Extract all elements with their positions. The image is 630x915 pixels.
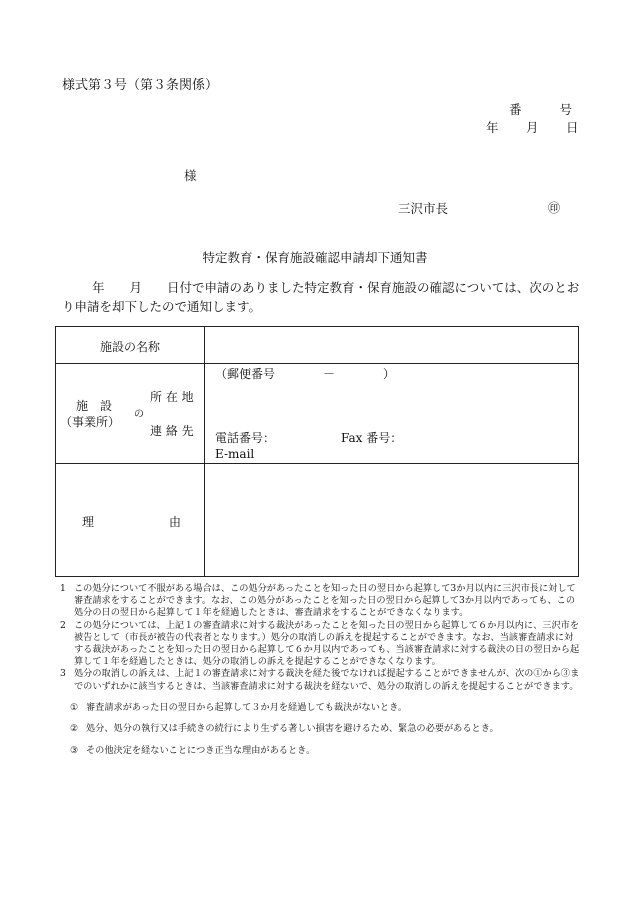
month-char: 月 bbox=[526, 120, 539, 135]
subnote-item bbox=[60, 723, 580, 735]
note-number: 3 bbox=[60, 668, 66, 680]
facility-label-2: （事業所） bbox=[60, 415, 121, 429]
number-char: 号 bbox=[559, 102, 573, 117]
subnote-text: その他決定を経ないことにつき正当な理由があるとき。 bbox=[86, 744, 316, 756]
phone-label: 電話番号： bbox=[215, 431, 276, 445]
location-label-cell bbox=[56, 364, 205, 464]
reason-value-cell bbox=[205, 464, 579, 577]
note-item bbox=[60, 620, 580, 669]
form-label: 様式第３号（第３条関係） bbox=[62, 78, 219, 93]
seal-mark: ㊞ bbox=[548, 201, 561, 215]
date-line bbox=[486, 118, 579, 136]
reason-label-2: 由 bbox=[169, 515, 182, 529]
note-text: 処分の取消しの訴えは、上記１の審査請求に対する裁決を経た後でなければ提起することができませんが、次の①から③までのいずれかに該当するときは、当該審査請求に対する裁決を経ないで、処分の取消しの訴えを提起することができます。 bbox=[74, 668, 580, 692]
email-label: E-mail bbox=[215, 447, 255, 461]
facility-label-1: 施 設 bbox=[76, 399, 113, 413]
location-value-cell bbox=[205, 364, 579, 464]
reason-label-1: 理 bbox=[82, 515, 95, 529]
document-title: 特定教育・保育施設確認申請却下通知書 bbox=[202, 250, 428, 265]
notes-section bbox=[60, 583, 580, 766]
subnote-number: ② bbox=[70, 723, 79, 735]
subnote-text: 審査請求があった日の翌日から起算して３か月を経過しても裁決がないとき。 bbox=[86, 702, 408, 714]
subnote-item bbox=[60, 745, 580, 757]
issuer-name: 三沢市長 bbox=[398, 201, 449, 216]
note-number: 1 bbox=[60, 583, 66, 594]
facility-name-label-cell bbox=[56, 327, 205, 364]
contact-label: 連 絡 先 bbox=[150, 424, 194, 438]
note-item bbox=[60, 668, 580, 692]
facility-name-label: 施設の名称 bbox=[99, 340, 160, 354]
day-char: 日 bbox=[566, 120, 579, 135]
document-number-label bbox=[509, 100, 572, 118]
subnote-text: 処分、処分の執行又は手続きの続行により生ずる著しい損害を避けるため、緊急の必要があるとき。 bbox=[86, 723, 499, 735]
table-row bbox=[56, 364, 579, 464]
body-text: 年 月 日付で申請のありました特定教育・保育施設の確認については、次のとおり申請を却下したので通知します。 bbox=[62, 280, 580, 314]
number-char: 番 bbox=[509, 102, 522, 117]
year-char: 年 bbox=[486, 120, 499, 135]
table-row bbox=[56, 327, 579, 364]
postal-line: （郵便番号 － ） bbox=[215, 367, 396, 381]
subnote-item bbox=[60, 702, 580, 714]
location-label: 所 在 地 bbox=[150, 390, 194, 404]
note-text: この処分について不服がある場合は、この処分があったことを知った日の翌日から起算して3か月以内に三沢市長に対して審査請求をすることができます。なお、この処分があったことを知った日の翌日から起算して3か月以内であっても、この処分の日の翌日から起算して１年を経過したときは、審査請求をすることができなくなります。 bbox=[74, 583, 576, 619]
subnote-number: ① bbox=[70, 702, 79, 714]
no-char: の bbox=[134, 409, 144, 420]
note-text: この処分については、上記１の審査請求に対する裁決があったことを知った日の翌日から起算して６か月以内に、三沢市を被告として（市長が被告の代表者となります。）処分の取消しの訴えを提起することができます。なお、当該審査請求に対する裁決があったことを知った日の翌日から起算して６か月以内であっても、当該審査請求に対する裁決の日の翌日から起算して１年を経過したときは、処分の取消しの訴えを提起することができなくなります。 bbox=[74, 619, 580, 668]
subnote-number: ③ bbox=[70, 744, 79, 756]
fax-label: Fax 番号： bbox=[341, 431, 403, 445]
reason-label-cell bbox=[56, 464, 205, 577]
facility-name-value-cell bbox=[205, 327, 579, 364]
info-table bbox=[55, 326, 579, 577]
note-item bbox=[60, 583, 580, 620]
table-row bbox=[56, 464, 579, 577]
addressee-honorific: 様 bbox=[184, 168, 197, 183]
note-number: 2 bbox=[60, 619, 66, 631]
